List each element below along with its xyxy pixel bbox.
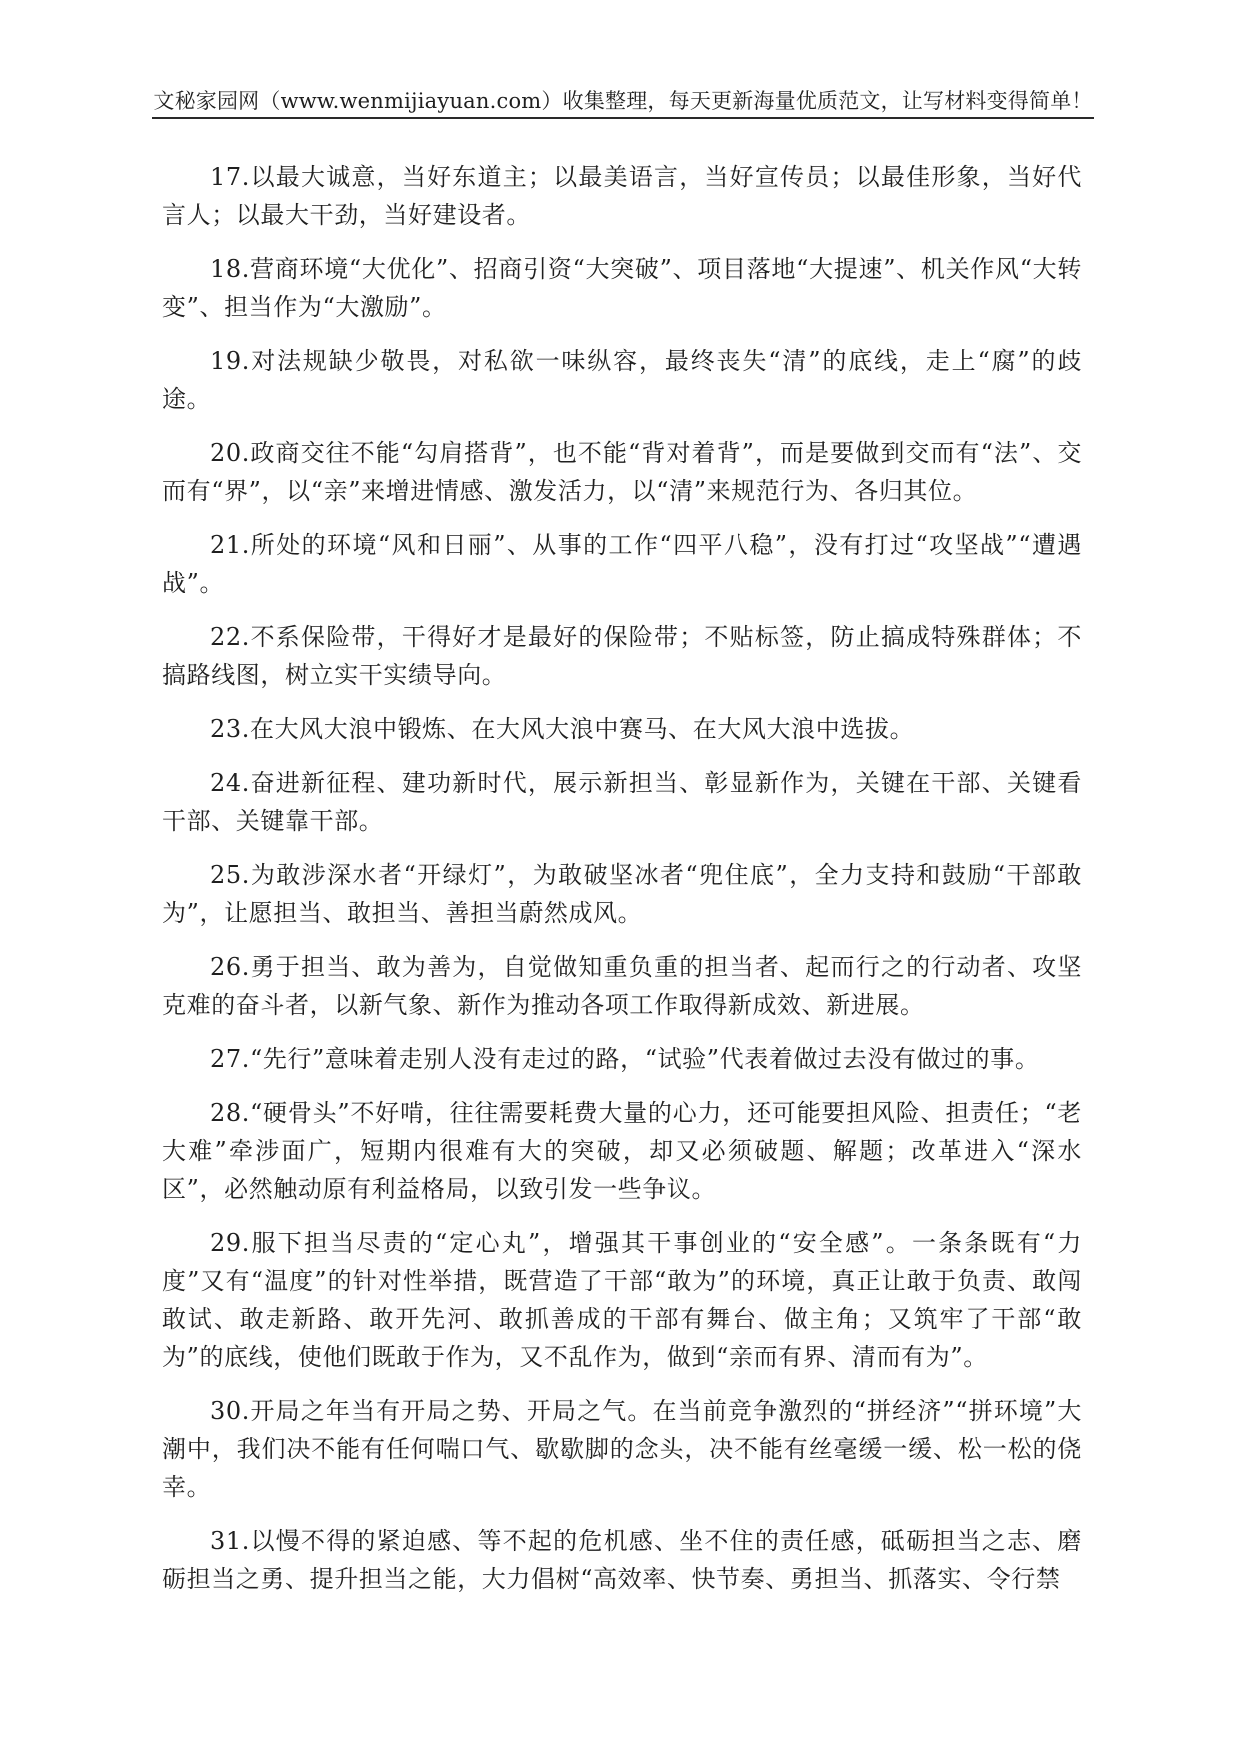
paragraph-28: 28.“硬骨头”不好啃，往往需要耗费大量的心力，还可能要担风险、担责任；“老大难”牵涉面广，短期内很难有大的突破，却又必须破题、解题；改革进入“深水区”，必然触动原有利益格局，以致引发一些争议。 [162,1099,1082,1203]
paragraph-31: 31.以慢不得的紧迫感、等不起的危机感、坐不住的责任感，砥砺担当之志、磨砺担当之勇、提升担当之能，大力倡树“高效率、快节奏、勇担当、抓落实、令行禁 [162,1527,1082,1593]
paragraph-18: 18.营商环境“大优化”、招商引资“大突破”、项目落地“大提速”、机关作风“大转变”、担当作为“大激励”。 [162,255,1082,321]
paragraph-30: 30.开局之年当有开局之势、开局之气。在当前竞争激烈的“拼经济”“拼环境”大潮中，我们决不能有任何喘口气、歇歇脚的念头，决不能有丝毫缓一缓、松一松的侥幸。 [162,1397,1082,1501]
paragraph-29: 29.服下担当尽责的“定心丸”，增强其干事创业的“安全感”。一条条既有“力度”又有“温度”的针对性举措，既营造了干部“敢为”的环境，真正让敢于负责、敢闯敢试、敢走新路、敢开先河、敢抓善成的干部有舞台、做主角；又筑牢了干部“敢为”的底线，使他们既敢于作为，又不乱作为，做到“亲而有界、清而有为”。 [162,1229,1082,1371]
paragraph-19: 19.对法规缺少敬畏，对私欲一味纵容，最终丧失“清”的底线，走上“腐”的歧途。 [162,347,1082,413]
paragraph-24: 24.奋进新征程、建功新时代，展示新担当、彰显新作为，关键在干部、关键看干部、关键靠干部。 [162,769,1082,835]
page-header: 文秘家园网（www.wenmijiayuan.com）收集整理，每天更新海量优质范文，让写材料变得简单！ [153,89,1093,113]
paragraph-26: 26.勇于担当、敢为善为，自觉做知重负重的担当者、起而行之的行动者、攻坚克难的奋斗者，以新气象、新作为推动各项工作取得新成效、新进展。 [162,953,1082,1019]
paragraph-27: 27.“先行”意味着走别人没有走过的路，“试验”代表着做过去没有做过的事。 [210,1045,1040,1073]
paragraph-20: 20.政商交往不能“勾肩搭背”，也不能“背对着背”，而是要做到交而有“法”、交而有“界”，以“亲”来增进情感、激发活力，以“清”来规范行为、各归其位。 [162,439,1082,505]
paragraph-25: 25.为敢涉深水者“开绿灯”，为敢破坚冰者“兜住底”，全力支持和鼓励“干部敢为”，让愿担当、敢担当、善担当蔚然成风。 [162,861,1082,927]
paragraph-22: 22.不系保险带，干得好才是最好的保险带；不贴标签，防止搞成特殊群体；不搞路线图，树立实干实绩导向。 [162,623,1082,689]
paragraph-23: 23.在大风大浪中锻炼、在大风大浪中赛马、在大风大浪中选拔。 [210,715,915,743]
header-divider [152,117,1094,119]
document-body [162,158,1082,1598]
paragraph-21: 21.所处的环境“风和日丽”、从事的工作“四平八稳”，没有打过“攻坚战”“遭遇战”。 [162,531,1082,597]
paragraph-17: 17.以最大诚意，当好东道主；以最美语言，当好宣传员；以最佳形象，当好代言人；以最大干劲，当好建设者。 [162,163,1082,229]
